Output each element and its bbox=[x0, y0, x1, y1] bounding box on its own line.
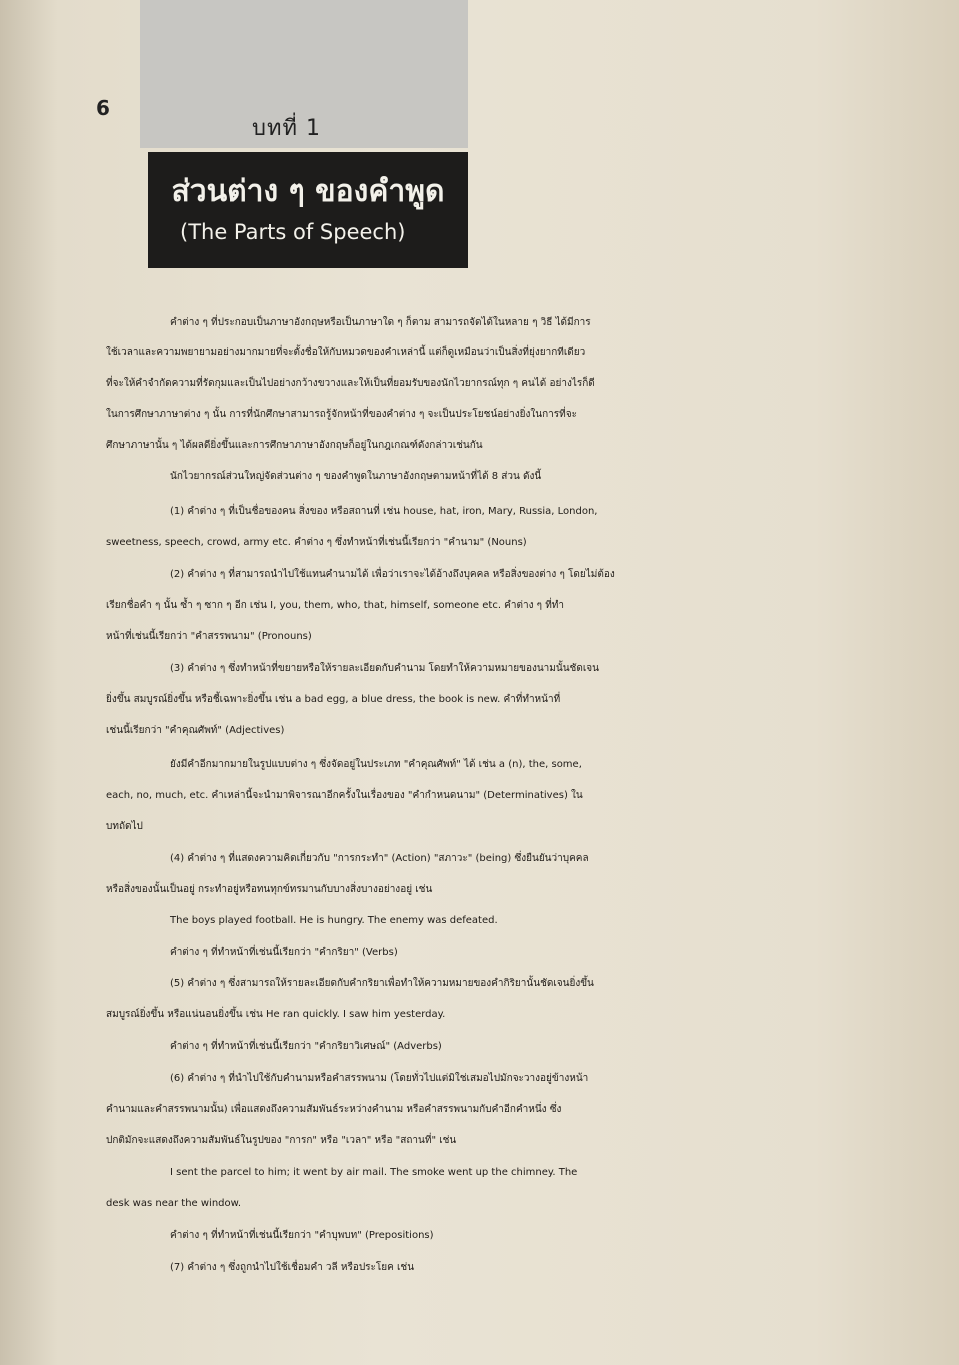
body-line: ใช้เวลาและความพยายามอย่างมากมายที่จะตั้งชื่อให้กับหมวดของคำเหล่านี้ แต่ก็ดูเหมือนว่าเป็นสิ่งที่ยุ่งยากทีเดียว bbox=[106, 347, 586, 358]
body-line: คำต่าง ๆ ที่ประกอบเป็นภาษาอังกฤษหรือเป็นภาษาใด ๆ ก็ตาม สามารถจัดได้ในหลาย ๆ วิธี ได้มีการ bbox=[170, 317, 591, 328]
body-line: คำนามและคำสรรพนามนั้น) เพื่อแสดงถึงความสัมพันธ์ระหว่างคำนาม หรือคำสรรพนามกับคำอีกคำหนึ่ง ซึ่ง bbox=[106, 1104, 562, 1115]
body-line: หรือสิ่งของนั้นเป็นอยู่ กระทำอยู่หรือทนทุกข์ทรมานกับบางสิ่งบางอย่างอยู่ เช่น bbox=[106, 884, 433, 895]
body-line: (5) คำต่าง ๆ ซึ่งสามารถให้รายละเอียดกับคำกริยาเพื่อทำให้ความหมายของคำกิริยานั้นชัดเจนยิ่งขึ้น bbox=[170, 978, 594, 989]
body-line: ยิ่งขึ้น สมบูรณ์ยิ่งขึ้น หรือชี้เฉพาะยิ่งขึ้น เช่น a bad egg, a blue dress, the book is new. คำที่ทำหน้าที่ bbox=[106, 694, 561, 705]
chapter-title-box bbox=[148, 152, 468, 268]
body-line: each, no, much, etc. คำเหล่านี้จะนำมาพิจารณาอีกครั้งในเรื่องของ "คำกำหนดนาม" (Determinatives) ใน bbox=[106, 790, 583, 801]
body-line: นักไวยากรณ์ส่วนใหญ่จัดส่วนต่าง ๆ ของคำพูดในภาษาอังกฤษตามหน้าที่ได้ 8 ส่วน ดังนี้ bbox=[170, 471, 542, 482]
body-line: (2) คำต่าง ๆ ที่สามารถนำไปใช้แทนคำนามได้ เพื่อว่าเราจะได้อ้างถึงบุคคล หรือสิ่งของต่าง ๆ โดยไม่ต้อง bbox=[170, 569, 615, 580]
body-line: (4) คำต่าง ๆ ที่แสดงความคิดเกี่ยวกับ "การกระทำ" (Action) "สภาวะ" (being) ซึ่งยืนยันว่าบุคคล bbox=[170, 853, 589, 864]
body-line: desk was near the window. bbox=[106, 1198, 242, 1209]
chapter-title-english: (The Parts of Speech) bbox=[180, 220, 406, 244]
body-line: หน้าที่เช่นนี้เรียกว่า "คำสรรพนาม" (Pronouns) bbox=[106, 631, 312, 642]
body-line: sweetness, speech, crowd, army etc. คำต่าง ๆ ซึ่งทำหน้าที่เช่นนี้เรียกว่า "คำนาม" (Nouns) bbox=[106, 537, 527, 548]
body-line: เช่นนี้เรียกว่า "คำคุณศัพท์" (Adjectives) bbox=[106, 725, 285, 736]
body-line: คำต่าง ๆ ที่ทำหน้าที่เช่นนี้เรียกว่า "คำบุพบท" (Prepositions) bbox=[170, 1230, 434, 1241]
page-number: 6 bbox=[96, 96, 110, 120]
body-line: เรียกชื่อคำ ๆ นั้น ซ้ำ ๆ ซาก ๆ อีก เช่น I, you, them, who, that, himself, someone etc. คำต่าง ๆ ที่ทำ bbox=[106, 600, 564, 611]
body-line: The boys played football. He is hungry. The enemy was defeated. bbox=[170, 915, 498, 926]
body-line: ที่จะให้คำจำกัดความที่รัดกุมและเป็นไปอย่างกว้างขวางและให้เป็นที่ยอมรับของนักไวยากรณ์ทุก ๆ คนได้ อย่างไรก็ดี bbox=[106, 378, 595, 389]
body-line: ปกติมักจะแสดงถึงความสัมพันธ์ในรูปของ "การก" หรือ "เวลา" หรือ "สถานที่" เช่น bbox=[106, 1135, 457, 1146]
body-line: ในการศึกษาภาษาต่าง ๆ นั้น การที่นักศึกษาสามารถรู้จักหน้าที่ของคำต่าง ๆ จะเป็นประโยชน์อย่างยิ่งในการที่จะ bbox=[106, 409, 577, 420]
body-line: คำต่าง ๆ ที่ทำหน้าที่เช่นนี้เรียกว่า "คำกริยา" (Verbs) bbox=[170, 947, 398, 958]
chapter-label: บทที่ 1 bbox=[252, 116, 321, 141]
body-line: (7) คำต่าง ๆ ซึ่งถูกนำไปใช้เชื่อมคำ วลี หรือประโยค เช่น bbox=[170, 1262, 415, 1273]
body-line: บทถัดไป bbox=[106, 821, 143, 832]
chapter-title-thai: ส่วนต่าง ๆ ของคำพูด bbox=[171, 174, 445, 209]
body-line: I sent the parcel to him; it went by air mail. The smoke went up the chimney. The bbox=[170, 1167, 578, 1178]
body-line: ศึกษาภาษานั้น ๆ ได้ผลดียิ่งขึ้นและการศึกษาภาษาอังกฤษก็อยู่ในกฎเกณฑ์ดังกล่าวเช่นกัน bbox=[106, 440, 483, 451]
body-line: (3) คำต่าง ๆ ซึ่งทำหน้าที่ขยายหรือให้รายละเอียดกับคำนาม โดยทำให้ความหมายของนามนั้นชัดเจน bbox=[170, 663, 599, 674]
body-line: ยังมีคำอีกมากมายในรูปแบบต่าง ๆ ซึ่งจัดอยู่ในประเภท "คำคุณศัพท์" ได้ เช่น a (n), the, some, bbox=[170, 759, 582, 770]
body-line: สมบูรณ์ยิ่งขึ้น หรือแน่นอนยิ่งขึ้น เช่น He ran quickly. I saw him yesterday. bbox=[106, 1009, 446, 1020]
body-line: คำต่าง ๆ ที่ทำหน้าที่เช่นนี้เรียกว่า "คำกริยาวิเศษณ์" (Adverbs) bbox=[170, 1041, 442, 1052]
body-line: (1) คำต่าง ๆ ที่เป็นชื่อของคน สิ่งของ หรือสถานที่ เช่น house, hat, iron, Mary, Russia, London, bbox=[170, 506, 598, 517]
body-line: (6) คำต่าง ๆ ที่นำไปใช้กับคำนามหรือคำสรรพนาม (โดยทั่วไปแต่มิใช่เสมอไปมักจะวางอยู่ข้างหน้า bbox=[170, 1073, 589, 1084]
